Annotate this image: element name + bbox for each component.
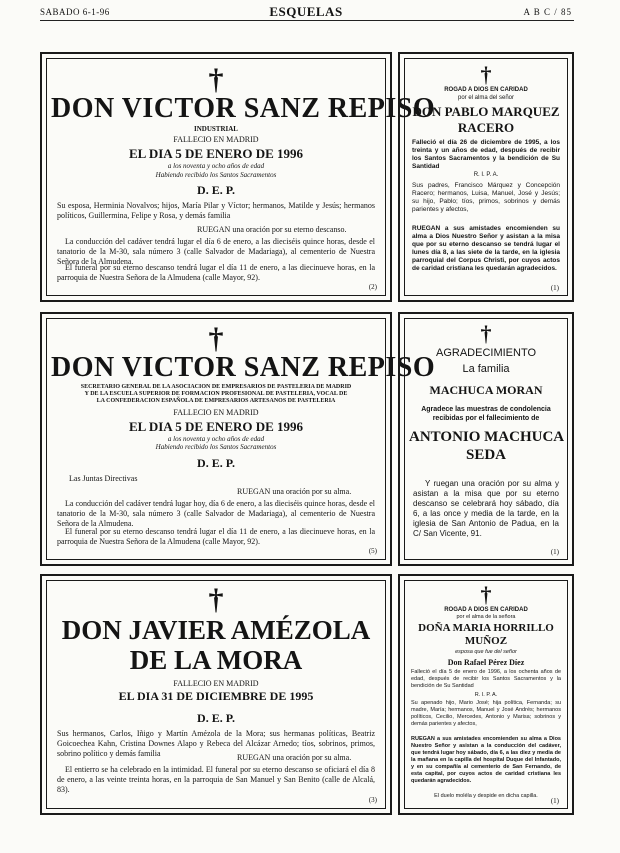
deceased-name-line-1: DON PABLO MARQUEZ [412, 104, 560, 119]
ripa: R. I. P. A. [474, 692, 498, 698]
closing-text: El duelo moléla y despide en dicha capilla. [434, 793, 538, 799]
conduction-text: La conducción del cadáver tendrá lugar hoy, día 6 de enero, a las dieciséis quince horas, desde el tanatorio de la M-30, sala número 3 (calle Salvador de Madariaga), al cementerio de Nuestra Señora de la Almudena. [57, 499, 375, 528]
gratitude-notice [398, 312, 574, 566]
ripa: R. I. P. A. [473, 172, 499, 178]
sacraments: Habiendo recibido los Santos Sacramentos [155, 443, 277, 451]
age: a los noventa y ocho años de edad [167, 435, 265, 443]
family-list: Sus padres, Francisco Márquez y Concepción Racero; hermanos, Luisa, Manuel, José y Jesús; su hijo, Pablo; tíos, primos, sobrinos y demás parientes y afectos, [412, 182, 560, 213]
prayer-heading: ROGAD A DIOS EN CARIDAD [444, 607, 528, 613]
prayer-request: RUEGAN una oración por su alma. [237, 753, 352, 762]
family-list: Las Juntas Directivas [69, 474, 138, 483]
death-place: FALLECIO EN MADRID [173, 135, 259, 144]
prayer-request: RUEGAN una oración por su eterno descanso. [197, 225, 347, 234]
thanks-text: Agradece las muestras de condolencia recibidas por el fallecimiento de [421, 406, 551, 422]
for-soul: por el alma de la señora [456, 614, 516, 620]
prayer-request: RUEGAN a sus amistades encomienden su alma a Dios Nuestro Señor y asistan a la conducción del cadáver, que tendrá lugar hoy sábado, día 6, a las diez y media de la mañana en la capilla del hospital Duque del Infantado, y en su compañía al cementerio de San Fernando, de esta capital, por cuyos actos de caridad cristiana les quedarán agradecidos. [411, 736, 561, 784]
title-line-1: SECRETARIO GENERAL DE LA ASOCIACION DE EMPRESARIOS DE PASTELERIA DE MADRID [80, 384, 352, 390]
obituary-notice-2 [40, 312, 436, 566]
dep-initials: D. E. P. [197, 183, 235, 197]
deceased-name: DON VICTOR SANZ REPISO [51, 93, 436, 124]
obituary-notice-1 [40, 52, 436, 302]
deceased-name-line-2: SEDA [465, 447, 506, 463]
family-list: Su esposa, Herminia Novalvos; hijos, María Pilar y Víctor; hermanos, Matilde y Jesús; hermanos políticos, Guillermina, Felipe y Rosa, y demás familia [57, 201, 375, 220]
conduction-text: La conducción del cadáver tendrá lugar el día 6 de enero, a las dieciséis quince horas, desde el tanatorio de la M-30, sala número 3 (calle Salvador de Madariaga), al cementerio de Nuestra Señora de la Almudena. [57, 237, 375, 266]
cross-icon: † [208, 322, 224, 355]
ad-ref: (5) [368, 547, 377, 555]
death-place: FALLECIO EN MADRID [173, 679, 259, 688]
deceased-name-line-2: MUÑOZ [464, 635, 508, 647]
sacraments: Habiendo recibido los Santos Sacramentos [155, 171, 277, 179]
age: a los noventa y ocho años de edad [167, 162, 265, 170]
death-place: FALLECIO EN MADRID [173, 408, 259, 417]
family-list: Sus hermanos, Carlos, Iñigo y Martín Amézola de la Mora; sus hermanas políticas, Beatriz Goicoechea Kahn, Cristina Downes Alapo y Rebeca del Alcázar Arnedo; tíos, sobrinos, primos, sobrino político y demás familia [57, 729, 375, 758]
ad-ref: (2) [368, 283, 377, 291]
prayer-request: RUEGAN una oración por su alma. [237, 487, 352, 496]
dep-initials: D. E. P. [197, 456, 235, 470]
dep-initials: D. E. P. [197, 711, 235, 725]
title-line-2: Y DE LA ESCUELA SUPERIOR DE FORMACION PROFESIONAL DE PASTELERIA, VOCAL DE [84, 391, 348, 397]
cross-icon: † [208, 63, 224, 96]
deceased-name: DON VICTOR SANZ REPISO [51, 352, 436, 383]
header-rule [40, 20, 574, 21]
mass-text: Y ruegan una oración por su alma y asistan a la misa que por su eterno descanso se celebrará hoy sábado, día 6, a las once y media de la tarde, en la iglesia de San Antonio de Padua, en la C/ San Vicente, 91. [413, 479, 559, 538]
page-number: A B C / 85 [523, 7, 572, 17]
cross-icon: † [480, 62, 492, 87]
deceased-name-line-1: DOÑA MARIA HORRILLO [418, 622, 554, 634]
page-header [40, 4, 572, 20]
death-date: EL DIA 5 DE ENERO DE 1996 [128, 419, 304, 434]
family-list: Su apenado hijo, Mario José; hija política, Fernanda; su madre, María; hermanos, Manuel y José Andrés; hermanos políticos, Cecilio, Mercedes, Antonio y Marisa; sobrinos y demás parientes y afectos, [411, 700, 561, 727]
burial-text: El entierro se ha celebrado en la intimidad. El funeral por su eterno descanso se oficiará el día 8 de enero, a las veinte treinta horas, en la parroquia de San Manuel y San Benito (calle de Alcalá, 83). [57, 765, 375, 794]
ad-ref: (1) [550, 284, 559, 292]
deceased-name-line-2: RACERO [457, 120, 515, 135]
cross-icon: † [480, 582, 492, 607]
family-name: MACHUCA MORAN [429, 383, 543, 397]
gratitude-heading: AGRADECIMIENTO [435, 347, 537, 359]
issue-date: SABADO 6-1-96 [40, 7, 110, 17]
death-text: Falleció el día 26 de diciembre de 1995, a los treinta y un años de edad, después de recibir los Santos Sacramentos y la bendición de Su Santidad [412, 139, 560, 170]
ad-ref: (1) [550, 548, 559, 556]
spouse-name: Don Rafael Pérez Díez [447, 658, 525, 667]
obituary-notice-6 [398, 574, 574, 815]
funeral-text: El funeral por su eterno descanso tendrá lugar el día 11 de enero, a las diecinueve horas, en la parroquia de Nuestra Señora de la Almudena (calle Mayor, 92). [57, 527, 375, 546]
for-soul: por el alma del señor [457, 95, 515, 101]
deceased-name-line-1: ANTONIO MACHUCA [409, 429, 565, 445]
obituary-notice-4 [398, 52, 574, 302]
deceased-name-line-1: DON JAVIER AMÉZOLA [61, 615, 371, 645]
deceased-title: INDUSTRIAL [194, 125, 238, 133]
ad-ref: (3) [368, 796, 377, 804]
deceased-name-line-2: DE LA MORA [129, 645, 303, 675]
ad-ref: (1) [550, 797, 559, 805]
title-line-3: LA CONFEDERACION ESPAÑOLA DE EMPRESARIOS ARTESANOS DE PASTELERIA [96, 398, 336, 404]
section-title: ESQUELAS [269, 4, 343, 19]
prayer-heading: ROGAD A DIOS EN CARIDAD [444, 87, 528, 93]
death-date: EL DIA 31 DE DICIEMBRE DE 1995 [118, 689, 314, 703]
spouse-label: esposa que fue del señor [455, 649, 517, 655]
death-date: EL DIA 5 DE ENERO DE 1996 [128, 146, 304, 161]
death-text: Falleció el día 5 de enero de 1996, a los ochenta años de edad, después de recibir los Santos Sacramentos y la bendición de Su Santidad [411, 669, 561, 689]
funeral-text: El funeral por su eterno descanso tendrá lugar el día 11 de enero, a las diecinueve horas, en la parroquia de Nuestra Señora de la Almudena (calle Mayor, 92). [57, 263, 375, 282]
obituary-notice-3 [40, 574, 392, 815]
cross-icon: † [208, 583, 224, 616]
prayer-request: RUEGAN a sus amistades encomienden su alma a Dios Nuestro Señor y asistan a la misa que por su eterno descanso se tendrá lugar el lunes día 8, a las siete de la tarde, en la iglesia parroquial del Corpus Christi, por cuyos actos de caridad cristiana les quedarán agradecidos. [412, 225, 560, 272]
cross-icon: † [480, 321, 492, 346]
family-label: La familia [462, 363, 510, 375]
